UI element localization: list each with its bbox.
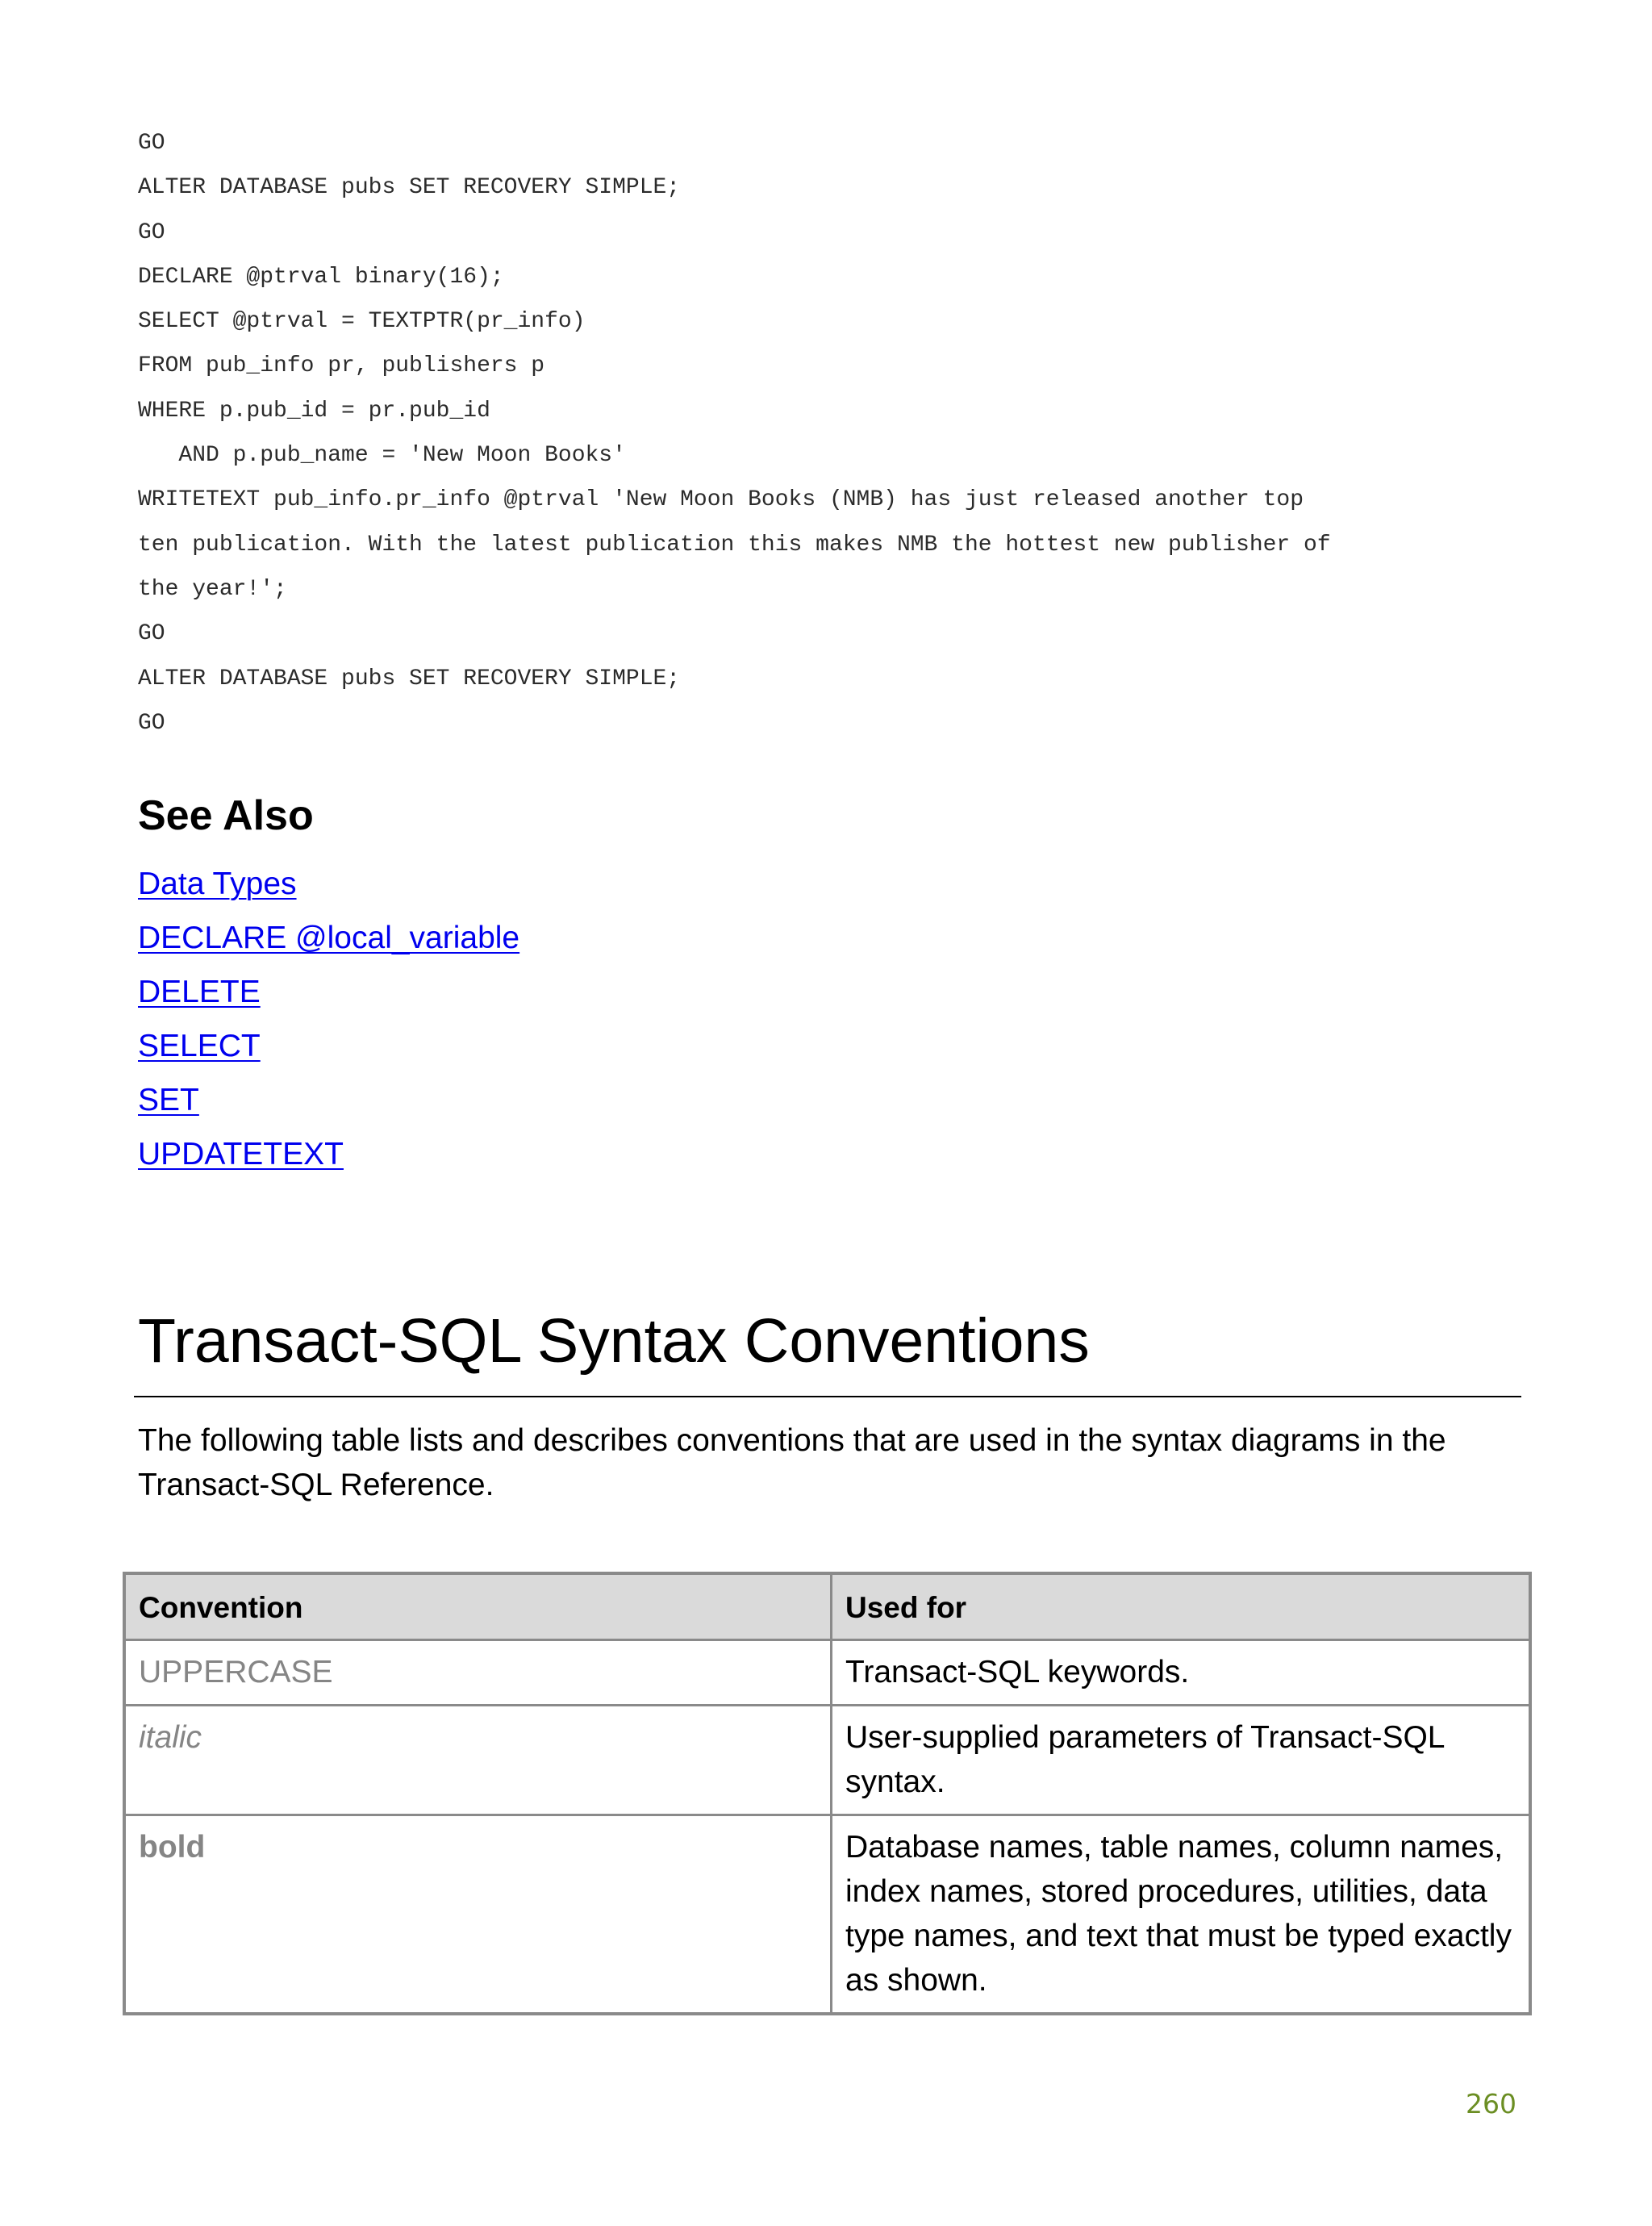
section-title: Transact-SQL Syntax Conventions bbox=[138, 1306, 1090, 1376]
code-line: GO bbox=[138, 710, 165, 736]
convention-cell: italic bbox=[124, 1706, 832, 1815]
used-for-cell: Transact-SQL keywords. bbox=[832, 1640, 1531, 1706]
table-row bbox=[124, 1815, 1530, 2015]
code-line: ALTER DATABASE pubs SET RECOVERY SIMPLE; bbox=[138, 175, 681, 201]
see-also-heading: See Also bbox=[138, 792, 314, 839]
link-updatetext[interactable]: UPDATETEXT bbox=[138, 1137, 344, 1171]
code-line: ten publication. With the latest publication this makes NMB the hottest new publisher of bbox=[138, 532, 1331, 558]
code-line: FROM pub_info pr, publishers p bbox=[138, 353, 545, 379]
link-select[interactable]: SELECT bbox=[138, 1029, 261, 1063]
code-line: DECLARE @ptrval binary(16); bbox=[138, 264, 504, 290]
link-set[interactable]: SET bbox=[138, 1083, 199, 1117]
conventions-table bbox=[123, 1572, 1532, 2015]
code-line: SELECT @ptrval = TEXTPTR(pr_info) bbox=[138, 309, 586, 335]
code-line: GO bbox=[138, 131, 165, 156]
link-declare-local-variable[interactable]: DECLARE @local_variable bbox=[138, 921, 520, 955]
table-header-row bbox=[124, 1573, 1530, 1640]
column-header-convention: Convention bbox=[124, 1573, 832, 1640]
code-line: GO bbox=[138, 219, 165, 245]
intro-paragraph: The following table lists and describes conventions that are used in the syntax diagrams in the Transact-SQL Reference. bbox=[138, 1423, 1446, 1502]
code-line: the year!'; bbox=[138, 576, 287, 602]
table-row bbox=[124, 1706, 1530, 1815]
used-for-cell: User-supplied parameters of Transact-SQL syntax. bbox=[832, 1706, 1531, 1815]
convention-cell: bold bbox=[124, 1815, 832, 2015]
code-line: AND p.pub_name = 'New Moon Books' bbox=[138, 443, 626, 469]
used-for-cell: Database names, table names, column names, index names, stored procedures, utilities, data type names, and text that must be typed exactly as shown. bbox=[832, 1815, 1531, 2015]
convention-cell: UPPERCASE bbox=[124, 1640, 832, 1706]
code-sample bbox=[138, 121, 1525, 745]
code-line: GO bbox=[138, 621, 165, 647]
code-line: WHERE p.pub_id = pr.pub_id bbox=[138, 398, 490, 424]
code-line: WRITETEXT pub_info.pr_info @ptrval 'New Moon Books (NMB) has just released another top bbox=[138, 487, 1304, 513]
title-divider bbox=[134, 1396, 1521, 1397]
page-number: 260 bbox=[1466, 2088, 1516, 2120]
link-data-types[interactable]: Data Types bbox=[138, 867, 297, 901]
table-row bbox=[124, 1640, 1530, 1706]
column-header-used-for: Used for bbox=[832, 1573, 1531, 1640]
see-also-links bbox=[138, 857, 519, 1181]
link-delete[interactable]: DELETE bbox=[138, 975, 261, 1009]
code-line: ALTER DATABASE pubs SET RECOVERY SIMPLE; bbox=[138, 666, 681, 691]
